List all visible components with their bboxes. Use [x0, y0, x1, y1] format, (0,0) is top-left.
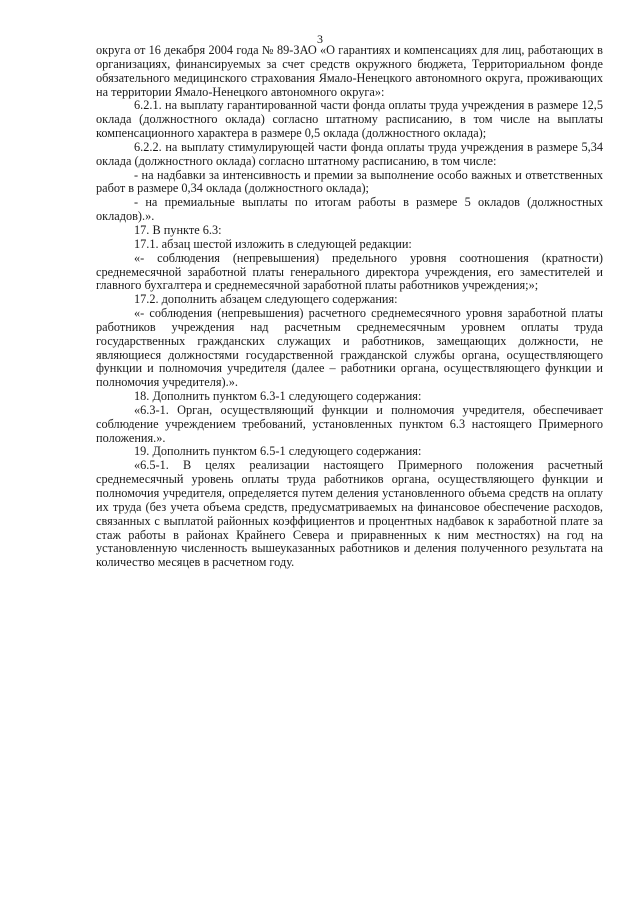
- paragraph-item-17: 17. В пункте 6.3:: [134, 222, 222, 237]
- paragraph-6-2-1: 6.2.1. на выплату гарантированной части фонда оплаты труда учреждения в размере 12,5 оклада (должностного оклада) согласно штатному расписанию, в том числе на выплаты компенсационного характера в размере 0,5 оклада (должностного оклада);: [96, 98, 603, 141]
- paragraph-17-1-text: «- соблюдения (непревышения) предельного уровня соотношения (кратности) среднемесячной заработной платы генерального директора учреждения, его заместителей и главного бухгалтера и среднемесячной заработной платы работников учреждения;»;: [96, 250, 603, 293]
- paragraph-6-5-1-text: «6.5-1. В целях реализации настоящего Примерного положения расчетный среднемесячный уровень оплаты труда работников органа, осуществляющего функции и полномочия учредителя, определяется путем деления установленного объема средств на оплату их труда (без учета объема средств, предусматриваемых на финансовое обеспечение расходов, связанных с выплатой районных коэффициентов и процентных надбавок к заработной плате за стаж работы в районах Крайнего Севера и приравненных к ним местностях) на год на установленную численность вышеуказанных работников и деления полученного результата на количество месяцев в расчетном году.: [96, 458, 603, 570]
- paragraph-17-1: 17.1. абзац шестой изложить в следующей редакции:: [134, 236, 412, 251]
- paragraph-6-2-2: 6.2.2. на выплату стимулирующей части фонда оплаты труда учреждения в размере 5,34 оклада (должностного оклада) согласно штатному расписанию, в том числе:: [96, 139, 603, 168]
- page-number: 3: [317, 32, 323, 46]
- paragraph-6-3-1-text: «6.3-1. Орган, осуществляющий функции и полномочия учредителя, обеспечивает соблюдение учреждением требований, установленных пунктом 6.3 настоящего Примерного положения.».: [96, 402, 603, 445]
- paragraph-item-19: 19. Дополнить пунктом 6.5-1 следующего содержания:: [134, 444, 422, 459]
- document-body: [96, 44, 603, 570]
- paragraph-item-18: 18. Дополнить пунктом 6.3-1 следующего содержания:: [134, 389, 422, 404]
- paragraph-bonus-intensity: - на надбавки за интенсивность и премии за выполнение особо важных и ответственных работ в размере 0,34 оклада (должностного оклада);: [96, 167, 603, 196]
- paragraph-17-2: 17.2. дополнить абзацем следующего содержания:: [134, 292, 398, 307]
- paragraph-continuation: округа от 16 декабря 2004 года № 89-ЗАО «О гарантиях и компенсациях для лиц, работающих в организациях, финансируемых за счет средств окружного бюджета, Территориальном фонде обязательного медицинского страхования Ямало-Ненецкого автономного округа, проживающих на территории Ямало-Ненецкого автономного округа»:: [96, 43, 603, 99]
- paragraph-bonus-premium: - на премиальные выплаты по итогам работы в размере 5 окладов (должностных окладов).».: [96, 195, 603, 224]
- paragraph-17-2-text: «- соблюдения (непревышения) расчетного среднемесячного уровня заработной платы работников учреждения над расчетным среднемесячным уровнем оплаты труда государственных гражданских служащих и работников, замещающих должности, не являющиеся должностями государственной гражданской службы органа, осуществляющего функции и полномочия учредителя (далее – работники органа, осуществляющего функции и полномочия учредителя).».: [96, 306, 603, 390]
